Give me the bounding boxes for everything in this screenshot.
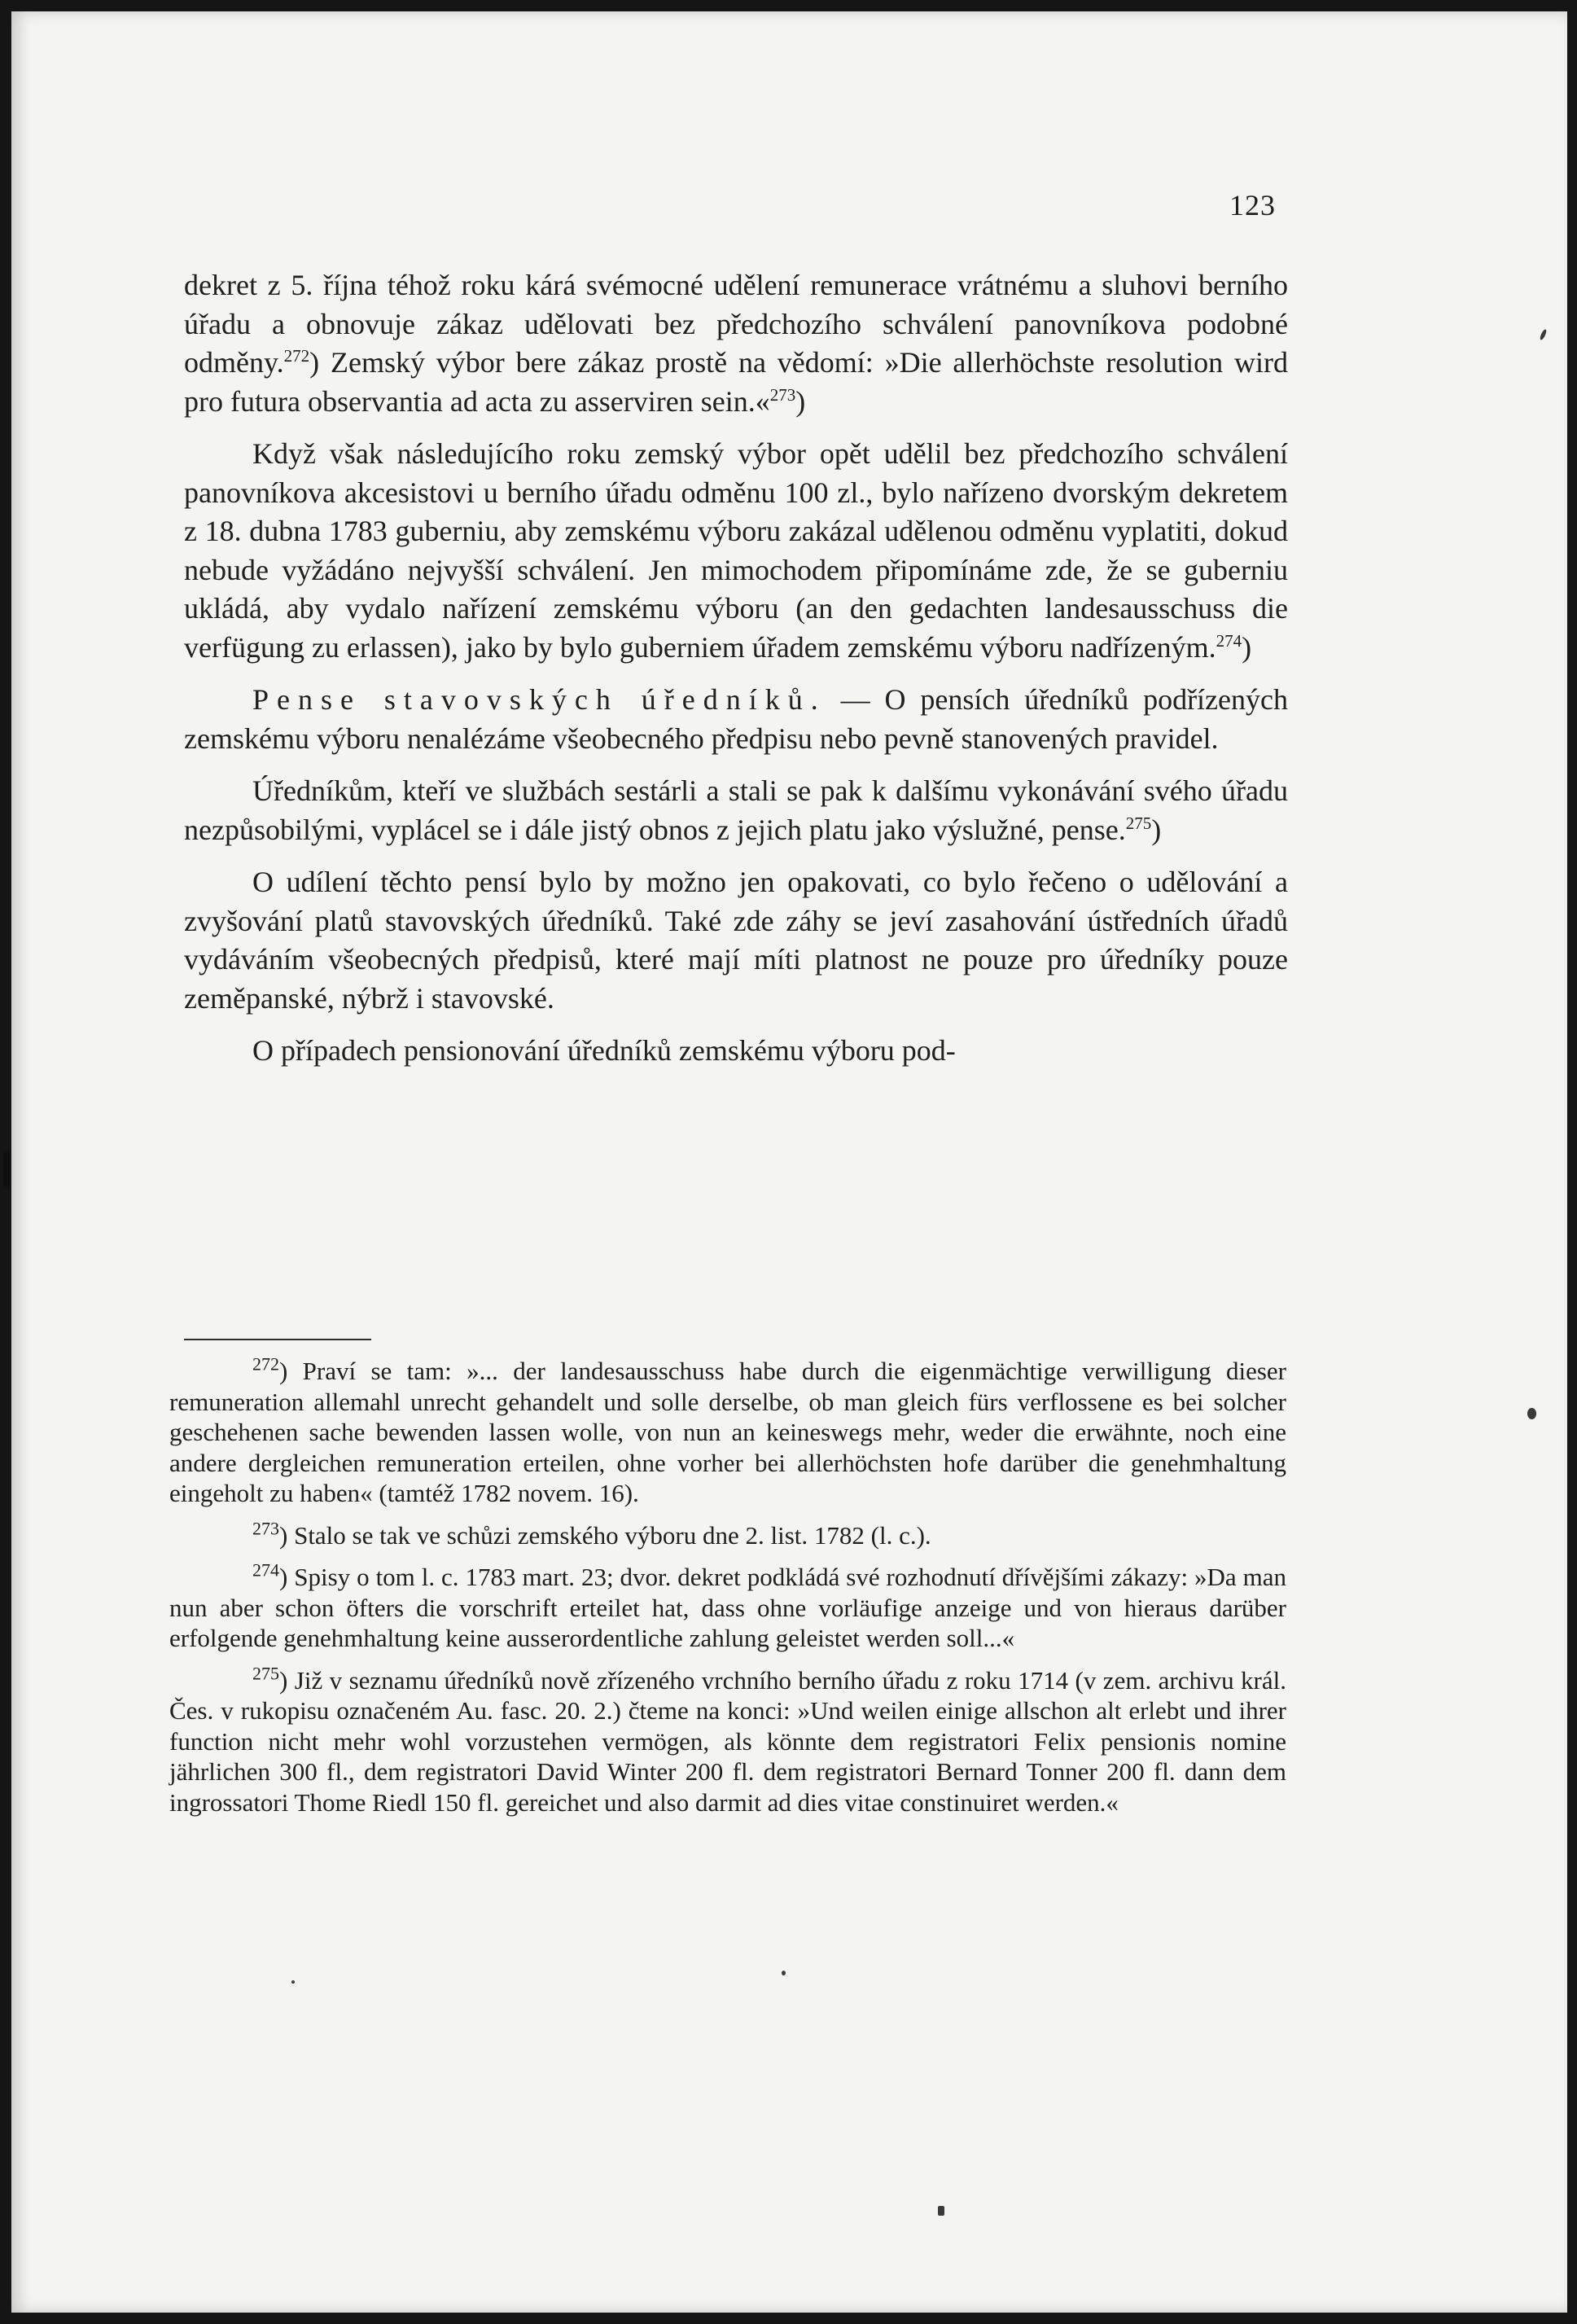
paragraph-pension-cases [184, 1032, 1288, 1071]
ink-speck-mark [1539, 329, 1547, 341]
footnote-text: ) Spisy o tom l. c. 1783 mart. 23; dvor. dekret podkládá své rozhodnutí dřívějšími zákazy: »Da man nun aber schon öfters die vorschrift erteilet hat, dass ohne vorläufige anzeige und von hieraus darüber erfolgende genehmhaltung keine ausserordentliche zahlung geleistet werden soll...« [169, 1563, 1286, 1652]
paragraph-text: ) Zemský výbor bere zákaz prostě na vědomí: »Die allerhöchste resolution wird pro futura observantia ad acta zu asserviren sein.« [184, 346, 1288, 418]
paragraph-text: ) [1242, 630, 1252, 664]
footnote-text: ) Stalo se tak ve schůzi zemského výboru dne 2. list. 1782 (l. c.). [279, 1520, 931, 1550]
footnote-text: ) Praví se tam: »... der landesausschuss habe durch die eigenmächtige verwilligung dieser remuneration allemahl unrecht gehandelt und solle derselbe, ob man gleich fürs verflossene es bei solcher geschehenen sache bewenden lassen wolle, von nun an keineswegs mehr, weder die erwähnte, noch eine andere dergleichen remuneration erteilen, ohne vorher bei allerhöchsten hofe darüber die genehmhaltung eingeholt zu haben« (tamtéž 1782 novem. 16). [169, 1357, 1286, 1507]
footnote-reference: 272 [283, 346, 310, 366]
footnote-number: 273 [252, 1518, 279, 1539]
paragraph-text: Úředníkům, kteří ve službách sestárli a stali se pak k dalšímu vykonávání svého úřadu nezpůsobilými, vyplácel se i dále jistý obnos z jejich platu jako výslužné, pense. [184, 774, 1288, 846]
footnote-text: ) Již v seznamu úředníků nově zřízeného vrchního berního úřadu z roku 1714 (v zem. archivu král. Čes. v rukopisu označeném Au. fasc. 20. 2.) čteme na konci: »Und weilen einige allschon alt erlebt und ihrer function nicht mehr wohl vorzustehen vermögen, als könnte dem registratori Felix pensionis nomine jährlichen 300 fl., dem registratori David Winter 200 fl. dem registratori Bernard Tonner 200 fl. dann dem ingrossatori Thome Riedl 150 fl. gereichet und also darmit ad dies vitae constinuiret werden.« [169, 1665, 1286, 1817]
footnote-separator [184, 1339, 371, 1340]
ink-speck-mark [291, 1980, 295, 1984]
footnote-number: 275 [252, 1663, 279, 1684]
paragraph-text: O případech pensionování úředníků zemskému výboru pod- [252, 1034, 956, 1067]
footnote-reference: 274 [1216, 630, 1242, 651]
paragraph-retired-officials [184, 772, 1288, 849]
ink-speck-mark [1527, 1408, 1536, 1419]
scan-edge-mark [3, 1152, 10, 1186]
main-text [184, 266, 1288, 1071]
footnote-number: 272 [252, 1353, 279, 1375]
paragraph-pension-grants [184, 863, 1288, 1018]
section-heading: Pense stavovských úředníků. [252, 683, 826, 716]
paragraph-text: ) [1151, 813, 1162, 846]
paragraph-text: O udílení těchto pensí bylo by možno jen opakovati, co bylo řečeno o udělování a zvyšování platů stavovských úředníků. Také zde záhy se jeví zasahování ústředních úřadů vydáváním všeobecných předpisů, které mají míti platnost ne pouze pro úředníky pouze zeměpanské, nýbrž i stavovské. [184, 866, 1288, 1015]
footnote-273 [169, 1520, 1286, 1551]
ink-speck-mark [938, 2206, 944, 2216]
footnote-reference: 273 [769, 384, 796, 405]
paragraph-pensions-section [184, 681, 1288, 758]
footnote-number: 274 [252, 1559, 279, 1581]
book-page [11, 11, 1567, 2313]
ink-speck-mark [782, 1971, 786, 1975]
footnote-reference: 275 [1125, 813, 1152, 833]
footnote-274 [169, 1559, 1286, 1654]
paragraph-text: Když však následujícího roku zemský výbor opět udělil bez předchozího schválení panovníkova akcesistovi u berního úřadu odměnu 100 zl., bylo nařízeno dvorským dekretem z 18. dubna 1783 guberniu, aby zemskému výboru zakázal udělenou odměnu vyplatiti, dokud nebude vyžádáno nejvyšší schválení. Jen mimochodem připomínáme zde, že se guberniu ukládá, aby vydalo nařízení zemskému výboru (an den gedachten landesausschuss die verfügung zu erlassen), jako by bylo guberniem úřadem zemskému výboru nadřízeným. [184, 437, 1288, 664]
paragraph-text: — O pensích úředníků podřízených zemskému výboru nenalézáme všeobecného předpisu nebo pevně stanovených pravidel. [184, 683, 1288, 755]
footnote-275 [169, 1665, 1286, 1818]
paragraph-decree [184, 266, 1288, 421]
footnote-272 [169, 1353, 1286, 1509]
paragraph-reward [184, 435, 1288, 667]
paragraph-text: ) [795, 384, 806, 418]
page-number: 123 [1229, 189, 1276, 221]
paragraph-text: dekret z 5. října téhož roku kárá svémocné udělení remunerace vrátnému a sluhovi berního úřadu a obnovuje zákaz udělovati bez předchozího schválení panovníkova podobné odměny. [184, 269, 1288, 379]
footnotes [169, 1353, 1286, 1818]
